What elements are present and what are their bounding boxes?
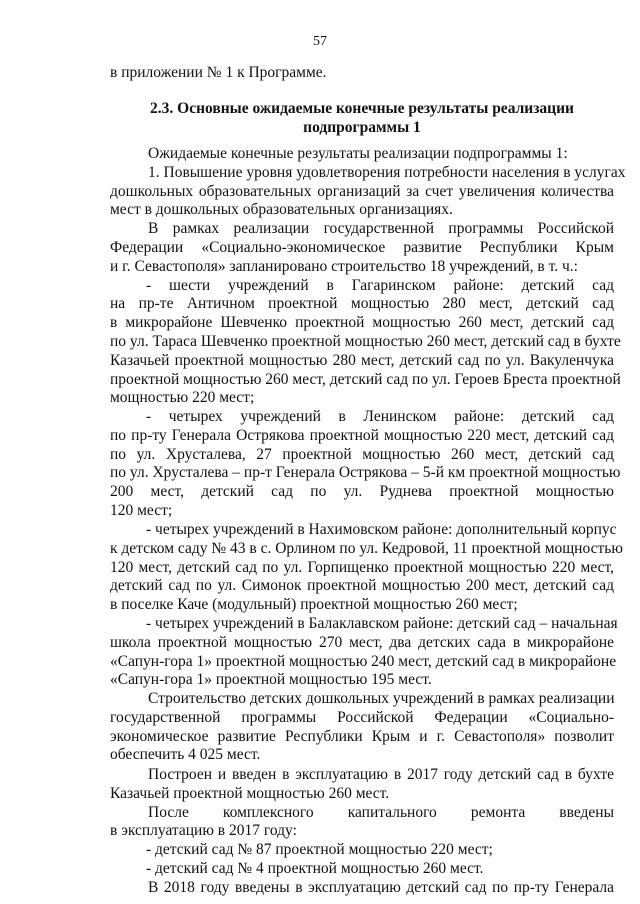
text-line: мест в дошкольных образовательных организациях. xyxy=(110,201,453,219)
intro-paragraph xyxy=(110,64,614,83)
section-heading-line-1: 2.3. Основные ожидаемые конечные результаты реализации xyxy=(150,100,574,117)
text-line: - четырех учреждений в Ленинском районе: детский сад xyxy=(146,408,614,425)
text-line: «Сапун-гора 1» проектной мощностью 240 мест, детский сад в микрорайоне xyxy=(110,652,617,670)
text-block-2 xyxy=(110,408,621,521)
text-line: дошкольных образовательных организаций за счет увеличения количества xyxy=(110,182,614,200)
text-line: - детский сад № 87 проектной мощностью 220 мест; xyxy=(146,841,493,859)
text-block-3 xyxy=(110,521,623,690)
text-line: В рамках реализации государственной программы Российской xyxy=(148,220,614,238)
text-line: 1. Повышение уровня удовлетворения потребности населения в услугах xyxy=(148,163,626,181)
text-line: проектной мощностью 260 мест, детский сад по ул. Героев Бреста проектной xyxy=(110,370,621,388)
page-number: 57 xyxy=(313,34,327,49)
text-line: к детском саду № 43 в с. Орлином по ул. Кедровой, 11 проектной мощностью xyxy=(110,539,623,557)
text-block-5 xyxy=(110,766,614,898)
text-line: 120 мест, детский сад по ул. Горпищенко проектной мощностью 220 мест, xyxy=(110,558,614,576)
text-line: Строительство детских дошкольных учреждений в рамках реализации xyxy=(148,690,615,707)
text-line: Федерации «Социально-экономическое развитие Республики Крым xyxy=(110,238,614,256)
text-line: - шести учреждений в Гагаринском районе: детский сад xyxy=(146,276,614,294)
text-block-1 xyxy=(110,145,626,408)
text-line: Казачьей проектной мощностью 260 мест. xyxy=(110,784,390,802)
text-line: После комплексного капитального ремонта введены xyxy=(148,803,614,821)
text-line: и г. Севастополя» запланировано строительство 18 учреждений, в т. ч.: xyxy=(110,257,578,275)
text-line: Построен и введен в эксплуатацию в 2017 году детский сад в бухте xyxy=(148,766,614,783)
text-line: детский сад по ул. Симонок проектной мощностью 200 мест, детский сад xyxy=(110,577,614,595)
text-line: по ул. Тараса Шевченко проектной мощностью 260 мест, детский сад в бухте xyxy=(110,332,621,350)
text-line: по пр-ту Генерала Острякова проектной мощностью 220 мест, детский сад xyxy=(110,426,614,444)
text-line: в эксплуатацию в 2017 году: xyxy=(110,822,297,840)
text-line: - четырех учреждений в Балаклавском районе: детский сад – начальная xyxy=(146,614,618,632)
text-block-4 xyxy=(110,690,614,765)
section-heading-line-2: подпрограммы 1 xyxy=(303,119,421,136)
text-line: «Сапун-гора 1» проектной мощностью 195 мест. xyxy=(110,671,432,689)
text-line: школа проектной мощностью 270 мест, два детских сада в микрорайоне xyxy=(110,633,614,651)
text-line: по ул. Хрусталева, 27 проектной мощностью 260 мест, детский сад xyxy=(110,445,614,463)
text-line: - четырех учреждений в Нахимовском районе: дополнительный корпус xyxy=(146,521,617,538)
text-line: Казачьей проектной мощностью 280 мест, детский сад по ул. Вакуленчука xyxy=(110,351,614,369)
text-line: обеспечить 4 025 мест. xyxy=(110,746,261,764)
text-line: по ул. Хрусталева – пр-т Генерала Острякова – 5-й км проектной мощностью xyxy=(110,464,621,482)
text-line: мощностью 220 мест; xyxy=(110,389,255,407)
text-line: экономическое развитие Республики Крым и г. Севастополя» позволит xyxy=(110,727,614,745)
text-line: на пр-те Античном проектной мощностью 280 мест, детский сад xyxy=(110,295,614,313)
intro-line: в приложении № 1 к Программе. xyxy=(110,64,327,81)
text-line: В 2018 году введены в эксплуатацию детский сад по пр-ту Генерала xyxy=(148,878,614,896)
text-line: 120 мест; xyxy=(110,501,173,519)
text-line: государственной программы Российской Федерации «Социально- xyxy=(110,708,614,726)
section-heading xyxy=(110,99,614,137)
text-line: в микрорайоне Шевченко проектной мощностью 260 мест, детский сад xyxy=(110,314,614,332)
text-line: в поселке Каче (модульный) проектной мощностью 260 мест; xyxy=(110,596,518,614)
text-line: Ожидаемые конечные результаты реализации подпрограммы 1: xyxy=(148,145,568,162)
text-line: 200 мест, детский сад по ул. Руднева проектной мощностью xyxy=(110,483,614,501)
text-line: - детский сад № 4 проектной мощностью 260 мест. xyxy=(146,859,484,877)
